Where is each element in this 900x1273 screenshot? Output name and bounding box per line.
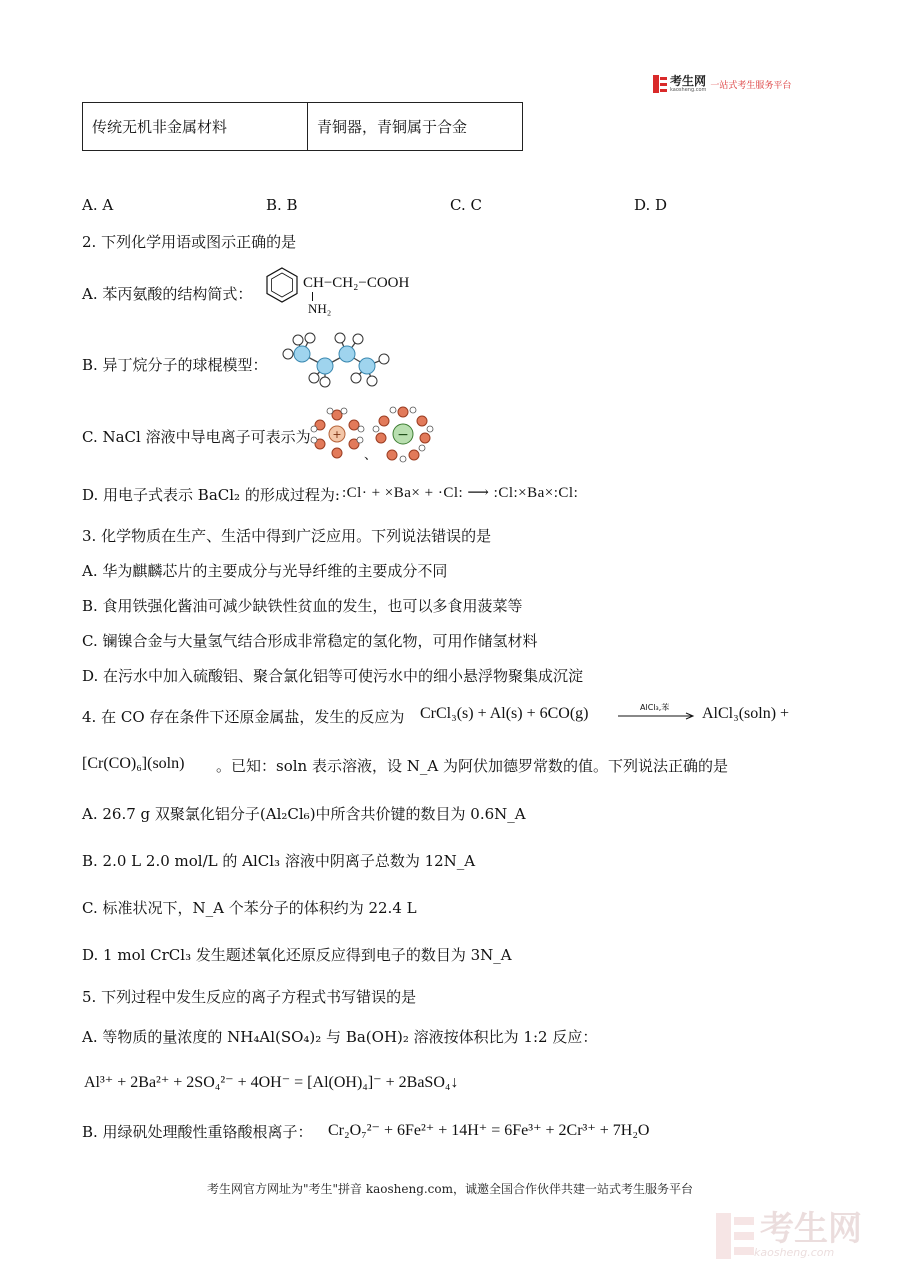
- q5-option-a: A. 等物质的量浓度的 NH₄Al(SO₄)₂ 与 Ba(OH)₂ 溶液按体积比为 1:2 反应：: [82, 1028, 598, 1046]
- q5-stem: 5. 下列过程中发生反应的离子方程式书写错误的是: [82, 988, 417, 1006]
- brand-slogan: 一站式考生服务平台: [710, 80, 792, 91]
- q3-stem: 3. 化学物质在生产、生活中得到广泛应用。下列说法错误的是: [82, 527, 492, 545]
- q4-option-b: B. 2.0 L 2.0 mol/L 的 AlCl₃ 溶液中阴离子总数为 12N_A: [82, 852, 476, 870]
- q4-stem: 4. 在 CO 存在条件下还原金属盐，发生的反应为: [82, 708, 405, 726]
- svg-text:+: +: [332, 428, 342, 441]
- footer-text: 考生网官方网址为"考生"拼音 kaosheng.com，诚邀全国合作伙伴共建一站式考生服务平台: [206, 1182, 694, 1196]
- watermark-text: 考生网: [760, 1209, 862, 1249]
- q3-option-d: D. 在污水中加入硫酸铝、聚合氯化铝等可使污水中的细小悬浮物聚集成沉淀: [82, 667, 584, 685]
- q2-a-formula: CH−CH₂−COOH: [303, 275, 410, 291]
- q3-option-a: A. 华为麒麟芯片的主要成分与光导纤维的主要成分不同: [82, 562, 448, 580]
- ball-stick-model-icon: [280, 330, 395, 390]
- materials-table: [82, 102, 523, 151]
- watermark: [716, 1209, 862, 1259]
- q2-option-b: B. 异丁烷分子的球棍模型：: [82, 356, 268, 374]
- brand-name: 考生网: [670, 74, 707, 88]
- q4-equation-right: AlCl₃(soln) +: [702, 705, 790, 722]
- chloride-ion-cluster-icon: [372, 405, 434, 463]
- q2-c-separator: 、: [364, 448, 378, 463]
- q1-option-c: C. C: [450, 196, 482, 214]
- q5-option-b: B. 用绿矾处理酸性重铬酸根离子：: [82, 1123, 313, 1141]
- table-cell: 传统无机非金属材料: [83, 103, 308, 151]
- q2-a-nh2: NH₂: [308, 301, 332, 316]
- q4-stem-continued: 。已知：soln 表示溶液，设 N_A 为阿伏加德罗常数的值。下列说法正确的是: [216, 757, 728, 775]
- q1-option-a: A. A: [82, 196, 114, 214]
- table-row: [83, 103, 523, 151]
- q1-option-d: D. D: [634, 196, 668, 214]
- q4-option-a: A. 26.7 g 双聚氯化铝分子(Al₂Cl₆)中所含共价键的数目为 0.6N_A: [82, 805, 526, 823]
- q5-a-equation: Al³⁺ + 2Ba²⁺ + 2SO₄²⁻ + 4OH⁻ = [Al(OH)₄]⁻ + 2BaSO₄↓: [84, 1074, 459, 1091]
- q4-condition: AlCl₃,苯: [640, 703, 670, 712]
- benzene-ring-icon: [262, 265, 302, 303]
- q2-stem: 2. 下列化学用语或图示正确的是: [82, 233, 297, 251]
- q2-option-a: A. 苯丙氨酸的结构简式：: [82, 285, 253, 303]
- q2-option-d: D. 用电子式表示 BaCl₂ 的形成过程为:: [82, 486, 340, 504]
- q4-option-c: C. 标准状况下，N_A 个苯分子的体积约为 22.4 L: [82, 899, 417, 917]
- q4-equation-product: [Cr(CO)₆](soln): [82, 755, 185, 772]
- q4-option-d: D. 1 mol CrCl₃ 发生题述氧化还原反应得到电子的数目为 3N_A: [82, 946, 512, 964]
- q1-option-b: B. B: [266, 196, 298, 214]
- table-cell: 青铜器，青铜属于合金: [308, 103, 523, 151]
- q4-equation-left: CrCl₃(s) + Al(s) + 6CO(g): [420, 705, 589, 722]
- watermark-logo-icon: [716, 1213, 754, 1259]
- reaction-arrow-icon: [618, 712, 696, 720]
- q2-option-c: C. NaCl 溶液中导电离子可表示为: [82, 428, 311, 446]
- bond-line: [312, 292, 313, 301]
- sodium-ion-cluster-icon: [310, 407, 365, 459]
- q3-option-c: C. 镧镍合金与大量氢气结合形成非常稳定的氢化物，可用作储氢材料: [82, 632, 538, 650]
- q3-option-b: B. 食用铁强化酱油可减少缺铁性贫血的发生，也可以多食用菠菜等: [82, 597, 523, 615]
- header-logo: [653, 72, 791, 96]
- brand-logo-icon: [653, 75, 667, 93]
- watermark-site: kaosheng.com: [754, 1246, 835, 1259]
- brand-site: kaosheng.com: [670, 87, 707, 93]
- q5-b-equation: Cr₂O₇²⁻ + 6Fe²⁺ + 14H⁺ = 6Fe³⁺ + 2Cr³⁺ + 7H₂O: [328, 1122, 650, 1139]
- q2-d-equation: :Cl· + ×Ba× + ·Cl: ⟶ :Cl:×Ba×:Cl:: [342, 485, 579, 501]
- svg-text:−: −: [397, 427, 409, 443]
